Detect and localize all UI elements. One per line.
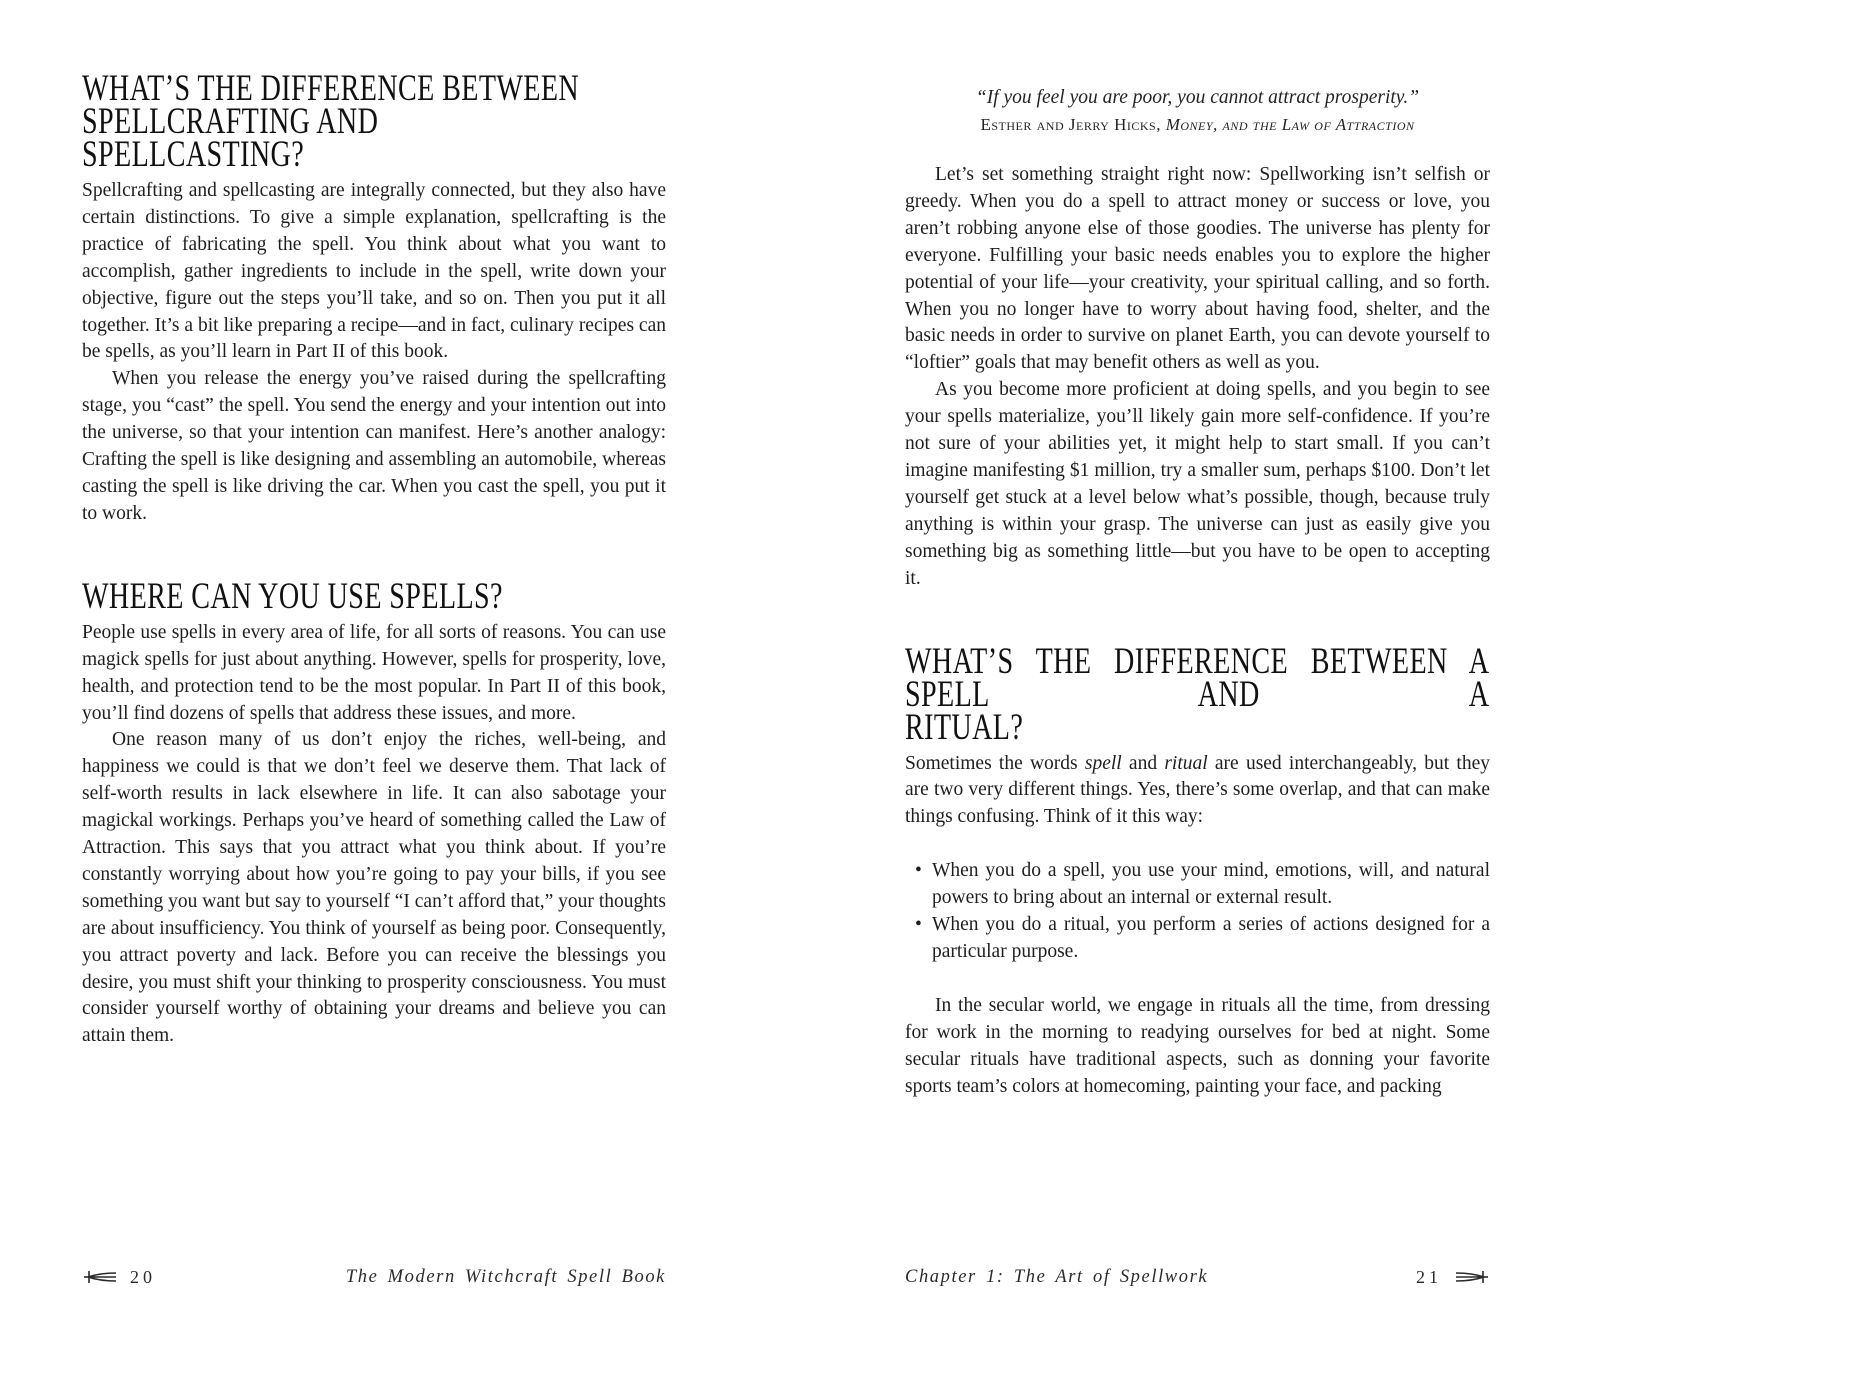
page-number: 21 [1416,1266,1442,1287]
left-page-footer [82,1262,666,1292]
list-item: • When you do a ritual, you perform a series of actions designed for a particular purpose. [932,912,1490,966]
paragraph: Spellcrafting and spellcasting are integrally connected, but they also have certain distinctions. To give a simple explanation, spellcrafting is the practice of fabricating the spell. You think about what you want to accomplish, gather ingredients to include in the spell, write down your objective, figure out the steps you’ll take, and so on. Then you put it all together. It’s a bit like preparing a recipe—and in fact, culinary recipes can be spells, as you’ll learn in Part II of this book. [82,180,666,363]
right-folio [1416,1267,1490,1288]
paragraph: One reason many of us don’t enjoy the riches, well-being, and happiness we could is that we don’t feel we deserve them. That lack of self-worth results in lack elsewhere in life. It can also sabotage your magickal workings. Perhaps you’ve heard of something called the Law of Attraction. This says that you attract what you think about. If you’re constantly worrying about how you’re going to pay your bills, if you see something you want but say to yourself “I can’t afford that,” your thoughts are about insufficiency. You think of yourself as being poor. Consequently, you attract poverty and lack. Before you can receive the blessings you desire, you must shift your thinking to prosperity consciousness. You must consider yourself worthy of obtaining your dreams and believe you can attain them. [82,729,666,1047]
running-title-book: The Modern Witchcraft Spell Book [345,1266,666,1287]
italic-term-ritual: ritual [1164,752,1208,774]
italic-term-spell: spell [1084,752,1122,774]
paragraph: Let’s set something straight right now: Spellworking isn’t selfish or greedy. When you do a spell to attract money or success or love, you aren’t robbing anyone else of those goodies. The universe has plenty for everyone. Fulfilling your basic needs enables you to explore the higher potential of your life—your creativity, your spiritual calling, and so forth. When you no longer have to worry about having food, shelter, and the basic needs in order to survive on planet Earth, you can devote yourself to “loftier” goals that may benefit others as well as you. [905,164,1490,374]
heading-line: WHERE CAN YOU USE SPELLS? [82,575,503,617]
heading-line: SPELLCASTING? [82,134,305,175]
heading-line: WHAT’S THE DIFFERENCE BETWEEN SPELLCRAFTING AND [82,68,580,142]
epigraph-attribution [905,111,1490,138]
attribution-work-title: Money, and the Law of Attraction [1165,115,1415,134]
paragraph: When you release the energy you’ve raised during the spellcrafting stage, you “cast” the spell. You send the energy and your intention out into the universe, so that your intention can manifest. Here’s another analogy: Crafting the spell is like designing and assembling an automobile, whereas casting the spell is like driving the car. When you cast the spell, you put it to work. [82,368,666,524]
left-folio [82,1267,156,1288]
epigraph [905,84,1490,138]
right-page [905,84,1490,1100]
paragraph: As you become more proficient at doing spells, and you begin to see your spells materialize, you’ll likely gain more self-confidence. If you’re not sure of your abilities yet, it might help to start small. If you can’t imagine manifesting $1 million, try a smaller sum, perhaps $100. Don’t let yourself get stuck at a level below what’s possible, though, because truly anything is within your grasp. The universe can just as easily give you something big as something little—but you have to be open to accepting it. [905,379,1490,589]
bullet-list [905,858,1490,966]
arrow-fleuron-icon [82,1268,118,1286]
list-item: • When you do a spell, you use your mind, emotions, will, and natural powers to bring about an internal or external result. [932,858,1490,912]
text-run: Sometimes the words [905,752,1085,774]
paragraph [905,751,1490,832]
text-run: and [1121,752,1165,774]
paragraph: People use spells in every area of life, for all sorts of reasons. You can use magick spells for just about anything. However, spells for prosperity, love, health, and protection tend to be the most popular. In Part II of this book, you’ll find dozens of spells that address these issues, and more. [82,621,666,724]
heading-line: WHAT’S THE DIFFERENCE BETWEEN A SPELL AND A [905,640,1490,715]
section-heading-spellcrafting-vs-spellcasting [82,68,666,175]
heading-line: RITUAL? [905,706,1024,748]
arrow-fleuron-icon [1454,1268,1490,1286]
right-page-footer [905,1262,1490,1292]
section-heading-where-can-you-use-spells [82,575,666,617]
section-heading-spell-vs-ritual [905,640,1490,748]
text-run: are used interchangeably, but they are two very different things. Yes, there’s some overlap, and that can make things confusing. Think of it this way: [905,752,1491,828]
running-title-chapter: Chapter 1: The Art of Spellwork [905,1266,1209,1287]
left-page [82,68,666,1050]
epigraph-quote: “If you feel you are poor, you cannot attract prosperity.” [975,87,1420,108]
paragraph: In the secular world, we engage in rituals all the time, from dressing for work in the morning to readying ourselves for bed at night. Some secular rituals have traditional aspects, such as donning your favorite sports team’s colors at homecoming, painting your face, and packing [905,994,1490,1097]
page-number: 20 [130,1266,156,1287]
attribution-author: Esther and Jerry Hicks, [980,115,1166,134]
